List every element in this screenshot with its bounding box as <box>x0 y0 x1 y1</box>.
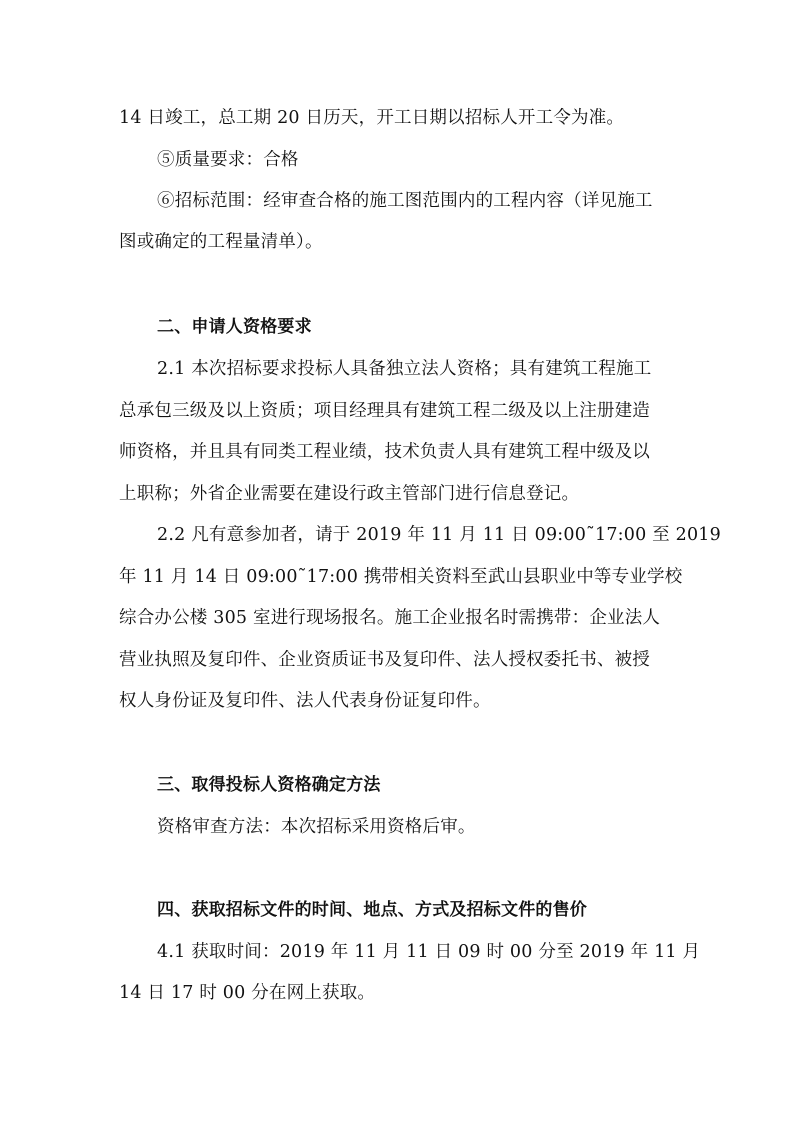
paragraph-2-2-line-1: 2.2 凡有意参加者，请于 2019 年 11 月 11 日 09:00˜17:00 至 2019 <box>157 525 721 545</box>
section-heading-3: 三、取得投标人资格确定方法 <box>157 775 381 795</box>
paragraph-4-1-line-1: 4.1 获取时间：2019 年 11 月 11 日 09 时 00 分至 2019 年 11 月 <box>157 942 701 962</box>
section-heading-2: 二、申请人资格要求 <box>157 317 312 337</box>
text-line-quality: ⑤质量要求：合格 <box>157 150 299 170</box>
paragraph-2-1-line-2: 总承包三级及以上资质；项目经理具有建筑工程二级及以上注册建造 <box>119 401 650 421</box>
section-heading-4: 四、获取招标文件的时间、地点、方式及招标文件的售价 <box>157 900 587 920</box>
paragraph-3: 资格审查方法：本次招标采用资格后审。 <box>157 817 476 837</box>
paragraph-2-1-line-1: 2.1 本次招标要求投标人具备独立法人资格；具有建筑工程施工 <box>157 359 652 379</box>
paragraph-2-1-line-3: 师资格，并且具有同类工程业绩，技术负责人具有建筑工程中级及以 <box>119 442 650 462</box>
paragraph-2-2-line-3: 综合办公楼 305 室进行现场报名。施工企业报名时需携带：企业法人 <box>119 608 661 628</box>
paragraph-2-1-line-4: 上职称；外省企业需要在建设行政主管部门进行信息登记。 <box>119 484 580 504</box>
paragraph-2-2-line-2: 年 11 月 14 日 09:00˜17:00 携带相关资料至武山县职业中等专业学校 <box>119 567 683 587</box>
paragraph-4-1-line-2: 14 日 17 时 00 分在网上获取。 <box>119 983 376 1003</box>
text-line-completion: 14 日竣工，总工期 20 日历天，开工日期以招标人开工令为准。 <box>119 108 625 128</box>
paragraph-2-2-line-5: 权人身份证及复印件、法人代表身份证复印件。 <box>119 691 491 711</box>
paragraph-2-2-line-4: 营业执照及复印件、企业资质证书及复印件、法人授权委托书、被授 <box>119 650 650 670</box>
text-line-scope: ⑥招标范围：经审查合格的施工图范围内的工程内容（详见施工 <box>157 191 653 211</box>
text-line-scope-cont: 图或确定的工程量清单）。 <box>119 232 323 252</box>
